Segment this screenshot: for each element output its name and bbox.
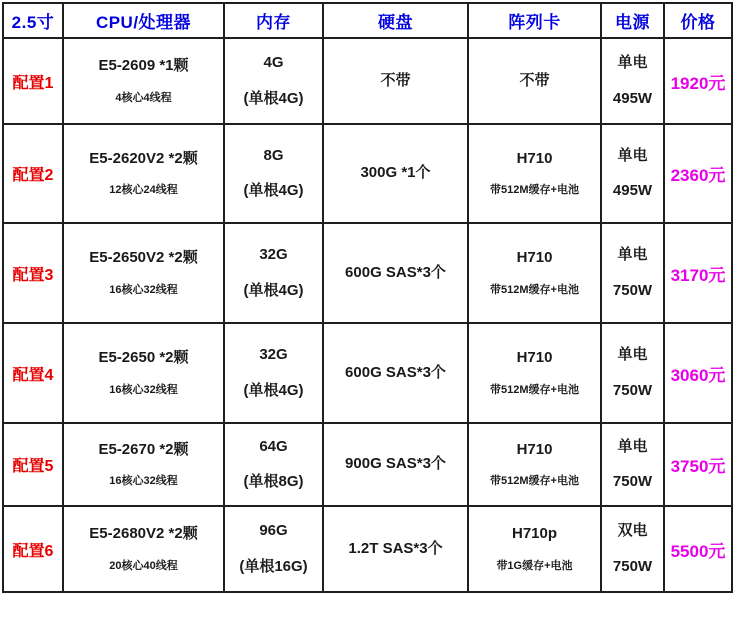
config-label-cell [3,506,63,592]
config-label-cell [3,38,63,124]
disk-value: 不带 [380,71,411,89]
psu-watt: 750W [612,281,653,299]
psu-type: 单电 [617,437,648,455]
raid-detail: 带1G缓存+电池 [496,559,573,572]
table-row [3,38,732,124]
disk-cell [323,223,468,323]
table-row [3,506,732,592]
cpu-cores: 16核心32线程 [109,283,178,296]
disk-cell [323,38,468,124]
header-price: 价格 [664,3,732,38]
psu-cell [601,423,664,506]
cpu-cell [63,38,224,124]
price-value: 2360元 [670,166,726,185]
cpu-model: E5-2670 *2颗 [98,440,189,458]
raid-detail: 带512M缓存+电池 [490,184,579,197]
config-label: 配置3 [12,266,54,284]
config-label: 配置6 [12,542,54,560]
header-raid: 阵列卡 [468,3,601,38]
raid-model: H710 [516,440,553,458]
psu-type: 双电 [617,522,648,539]
header-row [3,3,732,38]
psu-cell [601,506,664,592]
psu-cell [601,323,664,423]
cpu-cell [63,323,224,423]
price-cell [664,506,732,592]
memory-cell [224,124,323,223]
raid-cell [468,38,601,124]
disk-value: 600G SAS*3个 [345,263,446,281]
price-cell [664,38,732,124]
table-row [3,223,732,323]
psu-watt: 495W [612,89,653,107]
raid-cell [468,223,601,323]
psu-watt: 750W [612,473,653,490]
table-row [3,323,732,423]
psu-watt: 750W [612,381,653,399]
config-label-cell [3,323,63,423]
config-label: 配置4 [12,366,54,384]
cpu-cell [63,423,224,506]
psu-watt: 750W [612,557,653,575]
header-size: 2.5寸 [3,3,63,38]
raid-cell [468,506,601,592]
config-label-cell [3,223,63,323]
psu-cell [601,124,664,223]
psu-cell [601,38,664,124]
psu-type: 单电 [617,54,648,71]
disk-value: 900G SAS*3个 [345,455,446,473]
raid-model: H710 [516,349,553,367]
memory-detail: (单根4G) [243,182,304,199]
memory-detail: (单根4G) [243,381,304,399]
table-row [3,124,732,223]
price-cell [664,223,732,323]
disk-value: 1.2T SAS*3个 [348,539,443,557]
header-psu: 电源 [601,3,664,38]
disk-cell [323,506,468,592]
memory-detail: (单根4G) [243,281,304,299]
memory-size: 8G [263,146,284,164]
header-disk: 硬盘 [323,3,468,38]
cpu-model: E5-2650V2 *2颗 [89,249,198,267]
price-value: 3170元 [670,265,726,285]
raid-model: H710 [516,149,553,167]
raid-detail: 带512M缓存+电池 [490,283,579,296]
cpu-cell [63,124,224,223]
header-memory: 内存 [224,3,323,38]
memory-cell [224,38,323,124]
psu-type: 单电 [617,146,648,164]
memory-size: 96G [259,522,288,539]
cpu-cores: 4核心4线程 [115,91,172,104]
psu-cell [601,223,664,323]
psu-type: 单电 [617,346,648,363]
raid-detail: 带512M缓存+电池 [490,475,579,488]
cpu-model: E5-2609 *1颗 [98,57,189,75]
disk-value: 600G SAS*3个 [345,363,446,381]
price-value: 3750元 [670,457,726,476]
memory-cell [224,506,323,592]
memory-size: 32G [259,346,288,363]
memory-size: 64G [259,437,288,455]
price-value: 3060元 [670,365,726,385]
raid-detail: 带512M缓存+电池 [490,383,579,396]
raid-cell [468,423,601,506]
cpu-model: E5-2680V2 *2颗 [89,525,198,543]
server-config-price-table [2,2,733,593]
cpu-cores: 12核心24线程 [109,184,178,197]
config-label: 配置5 [12,458,54,475]
cpu-model: E5-2620V2 *2颗 [89,149,198,167]
memory-cell [224,223,323,323]
memory-size: 32G [259,246,288,263]
psu-watt: 495W [612,182,653,199]
raid-cell [468,124,601,223]
memory-cell [224,423,323,506]
raid-model: 不带 [519,71,550,89]
psu-type: 单电 [617,246,648,263]
cpu-cores: 16核心32线程 [109,475,178,488]
raid-model: H710p [511,525,558,543]
disk-cell [323,323,468,423]
price-cell [664,124,732,223]
memory-size: 4G [263,54,284,71]
price-cell [664,423,732,506]
memory-detail: (单根16G) [239,557,308,575]
memory-detail: (单根4G) [243,89,304,107]
cpu-cores: 20核心40线程 [109,559,178,572]
disk-cell [323,423,468,506]
price-value: 5500元 [670,541,726,561]
disk-value: 300G *1个 [360,164,431,182]
raid-model: H710 [516,249,553,267]
config-label-cell [3,423,63,506]
price-value: 1920元 [670,73,726,93]
config-label: 配置1 [12,74,54,92]
table-row [3,423,732,506]
disk-cell [323,124,468,223]
cpu-cell [63,506,224,592]
cpu-cell [63,223,224,323]
price-cell [664,323,732,423]
header-cpu: CPU/处理器 [63,3,224,38]
raid-cell [468,323,601,423]
cpu-model: E5-2650 *2颗 [98,349,189,367]
cpu-cores: 16核心32线程 [109,383,178,396]
config-label-cell [3,124,63,223]
memory-detail: (单根8G) [243,473,304,490]
memory-cell [224,323,323,423]
config-label: 配置2 [12,167,54,184]
